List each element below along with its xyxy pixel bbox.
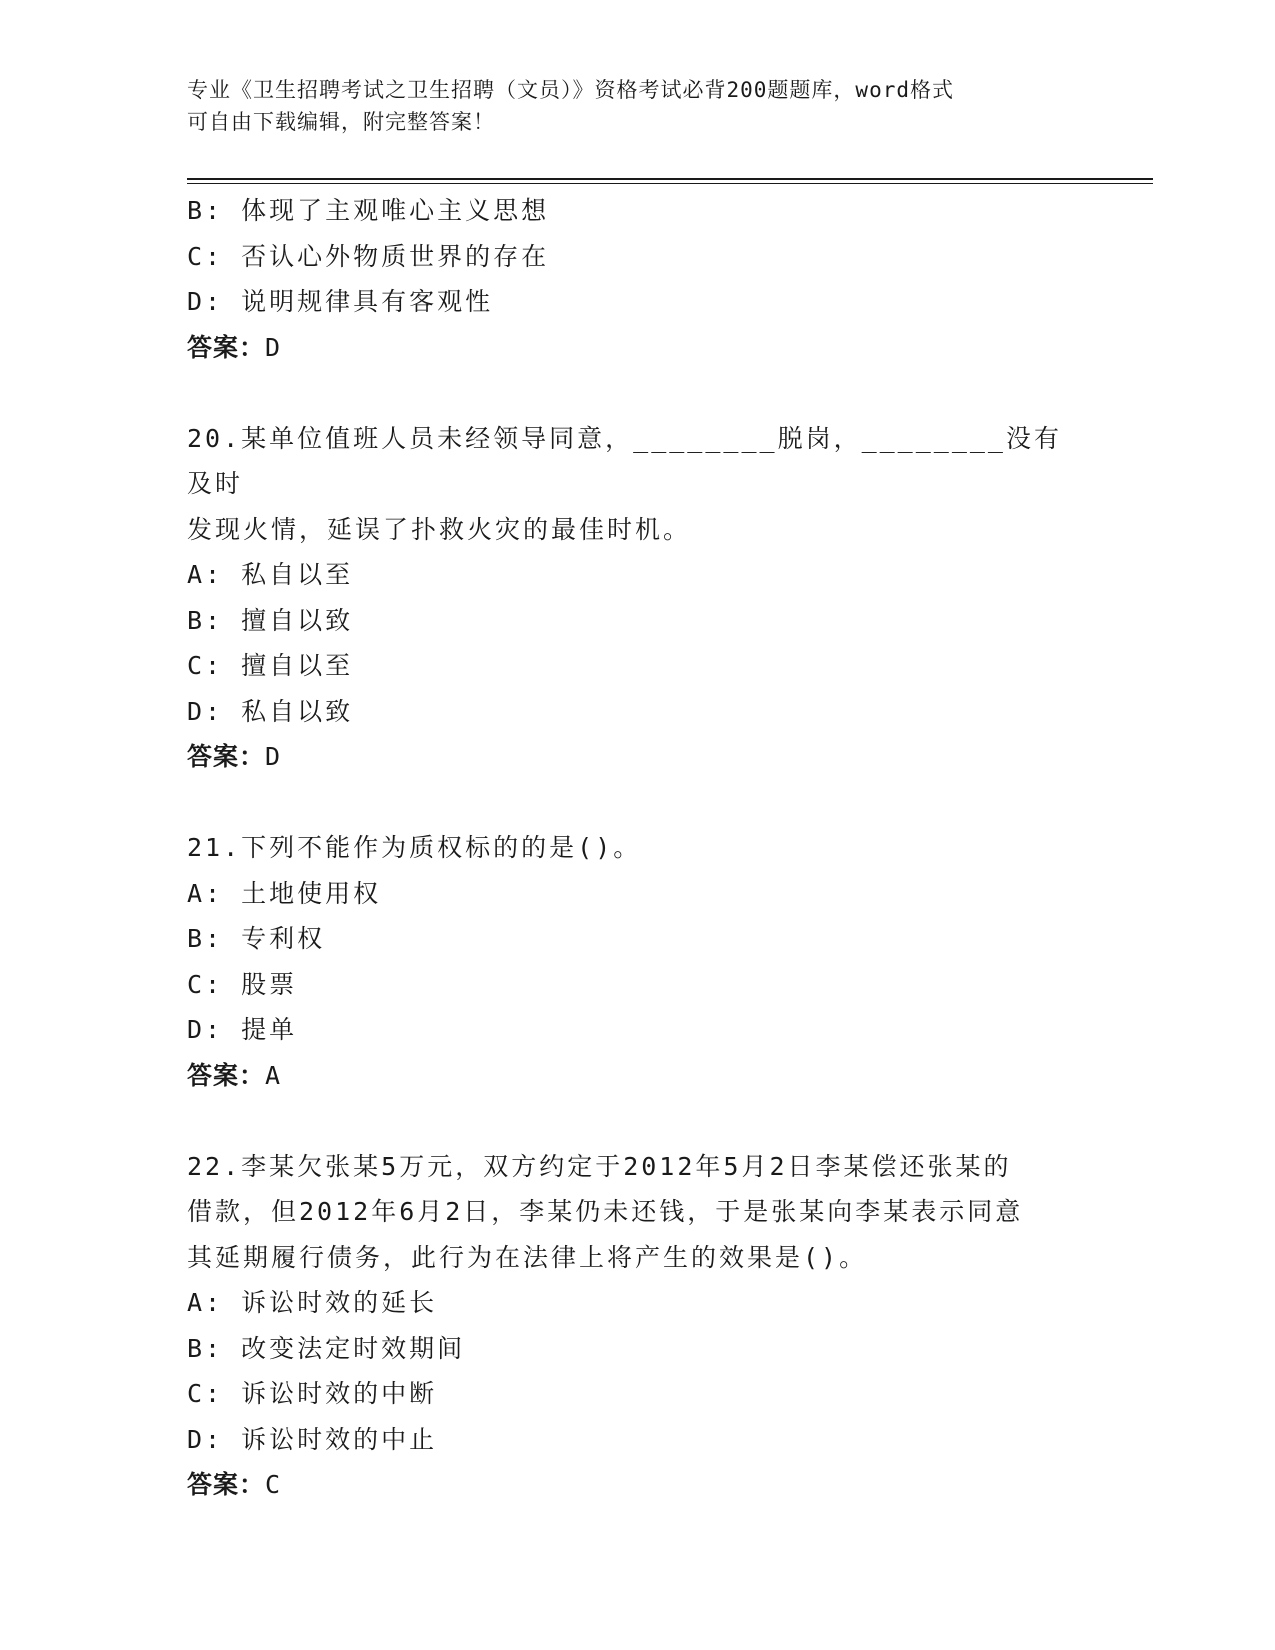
spacer (187, 370, 1087, 416)
option-a: A: 私自以至 (187, 560, 354, 589)
question-list (187, 188, 1087, 1508)
header-line-2: 可自由下载编辑，附完整答案！ (187, 110, 495, 134)
option-b: B: 改变法定时效期间 (187, 1333, 466, 1363)
answer-line (187, 325, 1087, 371)
option-d: D: 私自以致 (187, 696, 354, 726)
header-line-1: 专业《卫生招聘考试之卫生招聘（文员）》资格考试必背200题题库，word格式 (187, 78, 954, 102)
option-b: B: 擅自以致 (187, 605, 354, 635)
answer-value: C (265, 1470, 282, 1499)
option-c: C: 擅自以至 (187, 651, 354, 680)
answer-line (187, 1462, 1087, 1508)
question-stem-line: 发现火情，延误了扑救火灾的最佳时机。 (187, 514, 692, 544)
answer-label: 答案： (187, 1470, 266, 1499)
question-19-continued (187, 188, 1087, 370)
option-d: D: 提单 (187, 1015, 298, 1044)
question-stem-line: 22.李某欠张某5万元，双方约定于2012年5月2日李某偿还张某的 (187, 1151, 1012, 1181)
question-stem-line: 20.某单位值班人员未经领导同意，________脱岗，________没有及时 (187, 423, 1062, 498)
option-c: C: 否认心外物质世界的存在 (187, 241, 550, 271)
question-22 (187, 1144, 1087, 1508)
option-a: A: 诉讼时效的延长 (187, 1288, 438, 1317)
document-header (187, 74, 1067, 138)
header-divider-thin (187, 183, 1153, 184)
question-stem-line: 借款，但2012年6月2日，李某仍未还钱，于是张某向李某表示同意 (187, 1197, 1024, 1226)
spacer (187, 780, 1087, 826)
option-d: D: 说明规律具有客观性 (187, 287, 494, 316)
answer-line (187, 1053, 1087, 1099)
spacer (187, 1098, 1087, 1144)
answer-label: 答案： (187, 742, 266, 771)
option-c: C: 诉讼时效的中断 (187, 1379, 438, 1408)
question-stem-line: 21.下列不能作为质权标的的是()。 (187, 833, 642, 862)
option-b: B: 体现了主观唯心主义思想 (187, 196, 550, 225)
answer-label: 答案： (187, 332, 266, 362)
answer-value: D (265, 332, 282, 362)
answer-value: D (265, 742, 282, 771)
header-divider-thick (187, 178, 1153, 180)
answer-label: 答案： (187, 1060, 266, 1090)
question-stem-line: 其延期履行债务，此行为在法律上将产生的效果是()。 (187, 1242, 868, 1272)
question-20 (187, 416, 1087, 780)
option-b: B: 专利权 (187, 924, 326, 953)
option-c: C: 股票 (187, 969, 298, 999)
answer-line (187, 734, 1087, 780)
option-d: D: 诉讼时效的中止 (187, 1424, 438, 1454)
question-21 (187, 825, 1087, 1098)
answer-value: A (265, 1060, 282, 1090)
option-a: A: 土地使用权 (187, 878, 382, 908)
